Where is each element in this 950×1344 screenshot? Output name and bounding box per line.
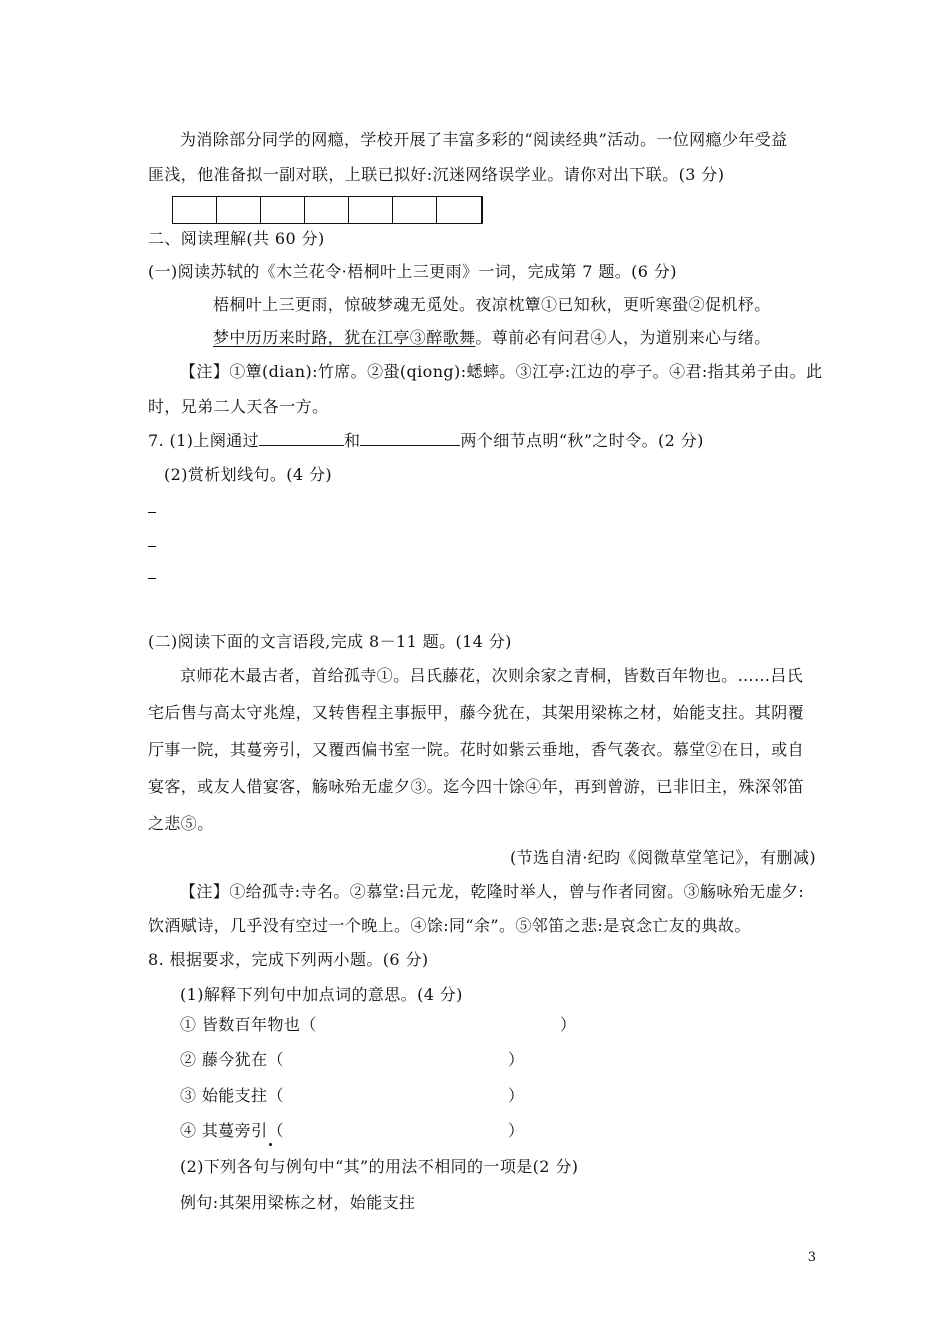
page-number: 3 [807, 1250, 816, 1265]
answer-cell[interactable] [261, 197, 305, 223]
part1-heading: (一)阅读苏轼的《木兰花令·梧桐叶上三更雨》一词，完成第 7 题。(6 分) [148, 262, 677, 281]
part2-heading: (二)阅读下面的文言语段,完成 8－11 题。(14 分) [148, 632, 512, 651]
q8-heading: 8. 根据要求，完成下列两小题。(6 分) [148, 950, 429, 969]
couplet-answer-grid[interactable] [172, 196, 483, 224]
section-title: 二、阅读理解(共 60 分) [148, 229, 325, 248]
poem-line2-rest: 。尊前必有问君④人，为道别来心与绪。 [475, 328, 771, 347]
q8-item: ③ 始能支拄（ [180, 1086, 284, 1105]
answer-line-2[interactable] [148, 546, 156, 547]
answer-blank-2[interactable] [360, 431, 460, 446]
q8-item-close: ） [508, 1050, 525, 1069]
q8-sub2: (2)下列各句与例句中“其”的用法不相同的一项是(2 分) [180, 1157, 579, 1176]
underlined-verse: 梦中历历来时路，犹在江亭③醉歌舞 [213, 328, 476, 347]
q8-item: ④ 其蔓旁引（ [180, 1121, 284, 1140]
q7-prefix: 7. (1)上阕通过 [148, 431, 260, 450]
answer-line-1[interactable] [148, 512, 156, 513]
q8-sub1: (1)解释下列句中加点词的意思。(4 分) [180, 985, 463, 1004]
answer-cell[interactable] [217, 197, 261, 223]
q8-item-close: ） [560, 1015, 577, 1034]
answer-cell[interactable] [437, 197, 481, 223]
poem-line1: 梧桐叶上三更雨，惊破梦魂无觅处。夜凉枕簟①已知秋，更听寒蛩②促机杼。 [213, 295, 771, 314]
passage-note-line1: 【注】①给孤寺:寺名。②慕堂:吕元龙，乾隆时举人，曾与作者同窗。③觞咏殆无虚夕: [180, 882, 805, 901]
q7-suffix: 两个细节点明“秋”之时令。(2 分) [460, 431, 704, 450]
q8-example: 例句:其架用梁栋之材，始能支拄 [180, 1193, 416, 1212]
passage-line: 京师花木最古者，首给孤寺①。吕氏藤花，次则余家之青桐，皆数百年物也。……吕氏 [180, 666, 804, 685]
q8-item-close: ） [508, 1086, 525, 1105]
q7-part1 [148, 431, 704, 451]
passage-line: 宴客，或友人借宴客，觞咏殆无虚夕③。迄今四十馀④年，再到曾游，已非旧主，殊深邻笛 [148, 777, 805, 796]
passage-line: 之悲⑤。 [148, 814, 214, 833]
q6-line1: 为消除部分同学的网瘾，学校开展了丰富多彩的“阅读经典”活动。一位网瘾少年受益 [180, 130, 788, 149]
answer-cell[interactable] [393, 197, 437, 223]
q8-item: ② 藤今犹在（ [180, 1050, 284, 1069]
poem-note-line2: 时，兄弟二人天各一方。 [148, 397, 329, 416]
passage-line: 厅事一院，其蔓旁引，又覆西偏书室一院。花时如紫云垂地，香气袭衣。慕堂②在日，或自 [148, 740, 805, 759]
q7-part2: (2)赏析划线句。(4 分) [164, 465, 333, 484]
q6-line2: 匪浅，他准备拟一副对联，上联已拟好:沉迷网络误学业。请你对出下联。(3 分) [148, 165, 725, 184]
answer-cell[interactable] [349, 197, 393, 223]
emphasis-dot [269, 1143, 272, 1146]
q8-item: ① 皆数百年物也（ [180, 1015, 317, 1034]
poem-line2 [213, 328, 771, 348]
q8-item-close: ） [508, 1121, 525, 1140]
answer-blank-1[interactable] [259, 431, 344, 446]
poem-note-line1: 【注】①簟(dian):竹席。②蛩(qiong):蟋蟀。③江亭:江边的亭子。④君:指其弟子由。此 [180, 362, 823, 381]
answer-cell[interactable] [173, 197, 217, 223]
q7-mid: 和 [344, 431, 361, 450]
answer-line-3[interactable] [148, 578, 156, 579]
answer-cell[interactable] [305, 197, 349, 223]
passage-note-line2: 饮酒赋诗，几乎没有空过一个晚上。④馀:同“余”。⑤邻笛之悲:是哀念亡友的典故。 [148, 916, 751, 935]
passage-source: (节选自清·纪昀《阅微草堂笔记》，有删减) [510, 848, 816, 867]
passage-line: 宅后售与高太守兆煌，又转售程主事振甲，藤今犹在，其架用梁栋之材，始能支拄。其阴覆 [148, 703, 805, 722]
